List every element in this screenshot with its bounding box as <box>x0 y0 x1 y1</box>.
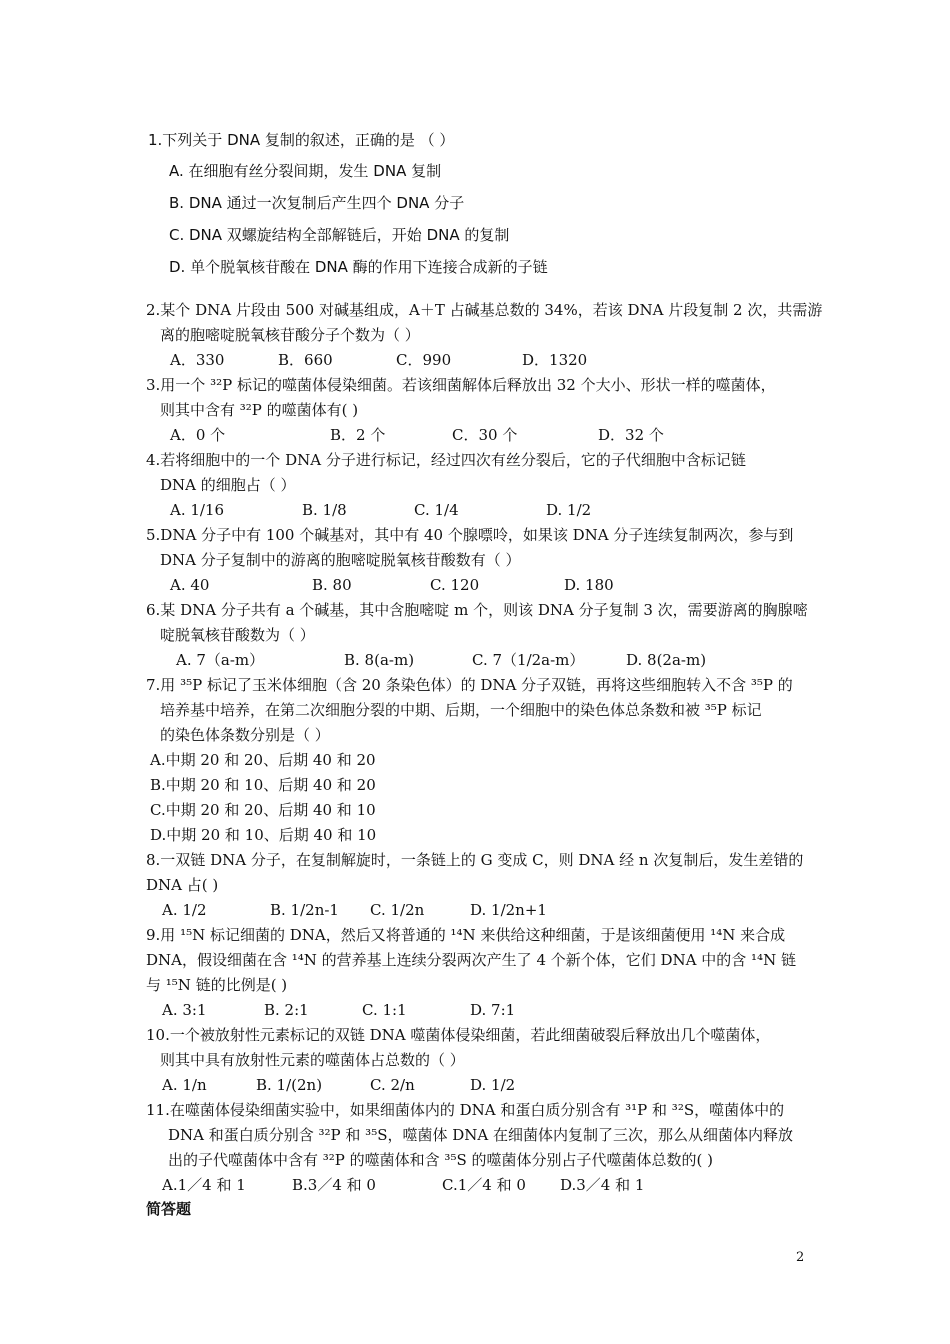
q5-option-b: B. 80 <box>312 576 352 594</box>
q3-option-c: C．30 个 <box>452 426 518 444</box>
q2-stem-line-1: 2.某个 DNA 片段由 500 对碱基组成，A＋T 占碱基总数的 34%，若该 DNA 片段复制 2 次，共需游 <box>146 301 823 319</box>
q8-option-a: A. 1/2 <box>162 901 207 919</box>
q9-option-d: D. 7:1 <box>470 1001 516 1019</box>
q7-stem-line-2: 培养基中培养，在第二次细胞分裂的中期、后期，一个细胞中的染色体总条数和被 ³⁵P 标记 <box>160 701 762 719</box>
q6-option-c: C. 7（1/2a-m） <box>472 651 585 669</box>
q3-option-b: B．2 个 <box>330 426 386 444</box>
q3-option-a: A．0 个 <box>170 426 226 444</box>
q10-stem-line-2: 则其中具有放射性元素的噬菌体占总数的（ ） <box>160 1051 465 1069</box>
q7-option-b: B.中期 20 和 10、后期 40 和 20 <box>150 776 376 794</box>
q11-option-b: B.3／4 和 0 <box>292 1176 376 1194</box>
q9-stem-line-1: 9.用 ¹⁵N 标记细菌的 DNA，然后又将普通的 ¹⁴N 来供给这种细菌，于是该细菌便用 ¹⁴N 来合成 <box>146 926 786 944</box>
section-title-short-answer: 简答题 <box>146 1200 192 1218</box>
q8-stem-line-2: DNA 占( ) <box>146 876 219 894</box>
q8-option-d: D. 1/2n+1 <box>470 901 547 919</box>
q9-option-c: C. 1:1 <box>362 1001 407 1019</box>
q6-stem-line-1: 6.某 DNA 分子共有 a 个碱基，其中含胞嘧啶 m 个，则该 DNA 分子复制 3 次，需要游离的胸腺嘧 <box>146 601 808 619</box>
q2-option-a: A．330 <box>170 351 225 369</box>
q3-stem-line-2: 则其中含有 ³²P 的噬菌体有( ) <box>160 401 359 419</box>
q7-stem-line-1: 7.用 ³⁵P 标记了玉米体细胞（含 20 条染色体）的 DNA 分子双链，再将这些细胞转入不含 ³⁵P 的 <box>146 676 793 694</box>
q6-option-d: D. 8(2a-m) <box>626 651 707 669</box>
q8-option-b: B. 1/2n-1 <box>270 901 339 919</box>
q6-option-a: A. 7（a-m） <box>176 651 265 669</box>
q3-stem-line-1: 3.用一个 ³²P 标记的噬菌体侵染细菌。若该细菌解体后释放出 32 个大小、形状一样的噬菌体， <box>146 376 776 394</box>
q10-stem-line-1: 10.一个被放射性元素标记的双链 DNA 噬菌体侵染细菌，若此细菌破裂后释放出几个噬菌体， <box>146 1026 771 1044</box>
q6-stem-line-2: 啶脱氧核苷酸数为（ ） <box>160 626 315 644</box>
q4-option-a: A. 1/16 <box>170 501 225 519</box>
q2-option-b: B．660 <box>278 351 333 369</box>
q1-option-a: A. 在细胞有丝分裂间期，发生 DNA 复制 <box>169 162 442 180</box>
q4-stem-line-1: 4.若将细胞中的一个 DNA 分子进行标记，经过四次有丝分裂后，它的子代细胞中含标记链 <box>146 451 746 469</box>
q6-option-b: B. 8(a-m) <box>344 651 415 669</box>
q8-stem-line-1: 8.一双链 DNA 分子，在复制解旋时，一条链上的 G 变成 C，则 DNA 经 n 次复制后，发生差错的 <box>146 851 804 869</box>
q5-option-a: A. 40 <box>170 576 210 594</box>
q1-option-d: D. 单个脱氧核苷酸在 DNA 酶的作用下连接合成新的子链 <box>169 258 548 276</box>
q9-option-b: B. 2:1 <box>264 1001 309 1019</box>
q3-option-d: D．32 个 <box>598 426 664 444</box>
q11-option-c: C.1／4 和 0 <box>442 1176 526 1194</box>
q9-stem-line-3: 与 ¹⁵N 链的比例是( ) <box>146 976 288 994</box>
q7-stem-line-3: 的染色体条数分别是（ ） <box>160 726 330 744</box>
q10-option-a: A. 1/n <box>162 1076 207 1094</box>
q1-stem: 1.下列关于 DNA 复制的叙述，正确的是 （ ） <box>148 131 455 149</box>
q4-option-d: D. 1/2 <box>546 501 592 519</box>
q2-option-c: C．990 <box>396 351 452 369</box>
page-number: 2 <box>796 1250 805 1265</box>
q10-option-c: C. 2/n <box>370 1076 415 1094</box>
q9-stem-line-2: DNA，假设细菌在含 ¹⁴N 的营养基上连续分裂两次产生了 4 个新个体，它们 DNA 中的含 ¹⁴N 链 <box>146 951 796 969</box>
q5-stem-line-2: DNA 分子复制中的游离的胞嘧啶脱氧核苷酸数有（ ） <box>160 551 521 569</box>
q7-option-a: A.中期 20 和 20、后期 40 和 20 <box>150 751 376 769</box>
q11-option-a: A.1／4 和 1 <box>162 1176 246 1194</box>
q1-option-b: B. DNA 通过一次复制后产生四个 DNA 分子 <box>169 194 465 212</box>
q5-option-c: C. 120 <box>430 576 480 594</box>
q8-option-c: C. 1/2n <box>370 901 425 919</box>
q1-option-c: C. DNA 双螺旋结构全部解链后，开始 DNA 的复制 <box>169 226 510 244</box>
q4-option-b: B. 1/8 <box>302 501 347 519</box>
q4-stem-line-2: DNA 的细胞占（ ） <box>160 476 296 494</box>
q11-stem-line-3: 出的子代噬菌体中含有 ³²P 的噬菌体和含 ³⁵S 的噬菌体分别占子代噬菌体总数的( ) <box>168 1151 713 1169</box>
q11-option-d: D.3／4 和 1 <box>560 1176 645 1194</box>
q11-stem-line-1: 11.在噬菌体侵染细菌实验中，如果细菌体内的 DNA 和蛋白质分别含有 ³¹P 和 ³²S，噬菌体中的 <box>146 1101 785 1119</box>
q5-option-d: D. 180 <box>564 576 614 594</box>
q7-option-d: D.中期 20 和 10、后期 40 和 10 <box>150 826 377 844</box>
q2-stem-line-2: 离的胞嘧啶脱氧核苷酸分子个数为（ ） <box>160 326 420 344</box>
q2-option-d: D．1320 <box>522 351 588 369</box>
q10-option-d: D. 1/2 <box>470 1076 516 1094</box>
q5-stem-line-1: 5.DNA 分子中有 100 个碱基对，其中有 40 个腺嘌呤，如果该 DNA 分子连续复制两次，参与到 <box>146 526 794 544</box>
q7-option-c: C.中期 20 和 20、后期 40 和 10 <box>150 801 376 819</box>
q4-option-c: C. 1/4 <box>414 501 459 519</box>
q9-option-a: A. 3:1 <box>162 1001 207 1019</box>
q10-option-b: B. 1/(2n) <box>256 1076 323 1094</box>
q11-stem-line-2: DNA 和蛋白质分别含 ³²P 和 ³⁵S，噬菌体 DNA 在细菌体内复制了三次，那么从细菌体内释放 <box>168 1126 794 1144</box>
